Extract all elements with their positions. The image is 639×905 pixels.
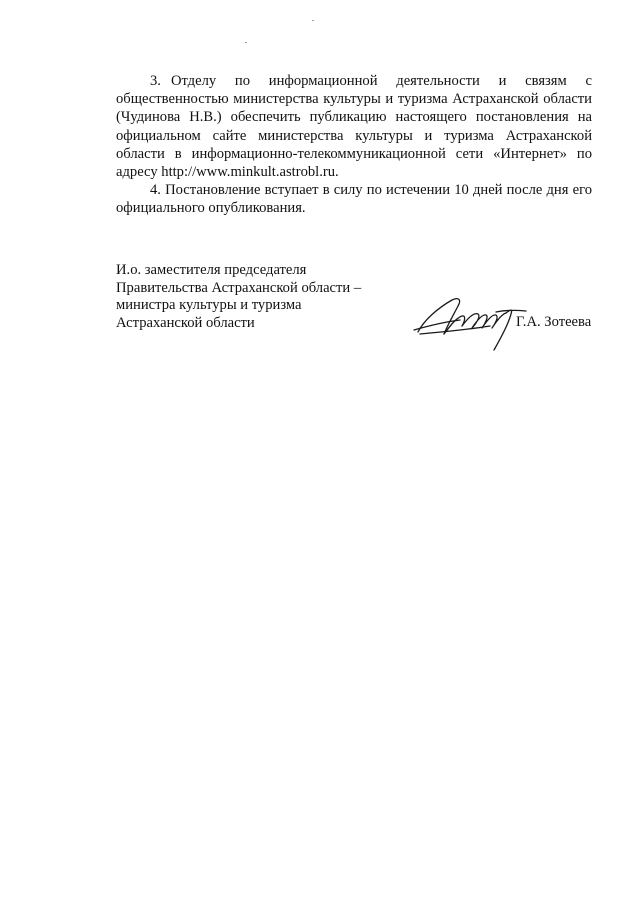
paragraph-4: 4. Постановление вступает в силу по истечении 10 дней после дня его официального опубликования. (116, 182, 592, 217)
document-body (116, 72, 592, 218)
signature-position-line-1: И.о. заместителя председателя (116, 262, 307, 278)
signature-position-line-4: Астраханской области (116, 314, 255, 331)
signature-position-line-2: Правительства Астраханской области – (116, 279, 362, 296)
paragraph-3-number: 3. (150, 73, 161, 89)
paragraph-3 (116, 72, 592, 181)
signatory-name: Г.А. Зотеева (516, 314, 592, 330)
signature-position-line-3: министра культуры и туризма (116, 297, 302, 313)
paragraph-3-text: Отделу по информационной деятельности и связям с общественностью министерства культуры и туризма Астраханской области (Чудинова Н.В.) обеспечить публикацию настоящего постановления на официальном сайте министерства культуры и туризма Астраханской области в информационно-телекоммуникационной сети «Интернет» по адресу http://www.minkult.astrobl.ru. (116, 73, 592, 181)
signature-block (116, 262, 376, 332)
scan-speck (312, 20, 314, 21)
scan-speck (245, 42, 247, 43)
